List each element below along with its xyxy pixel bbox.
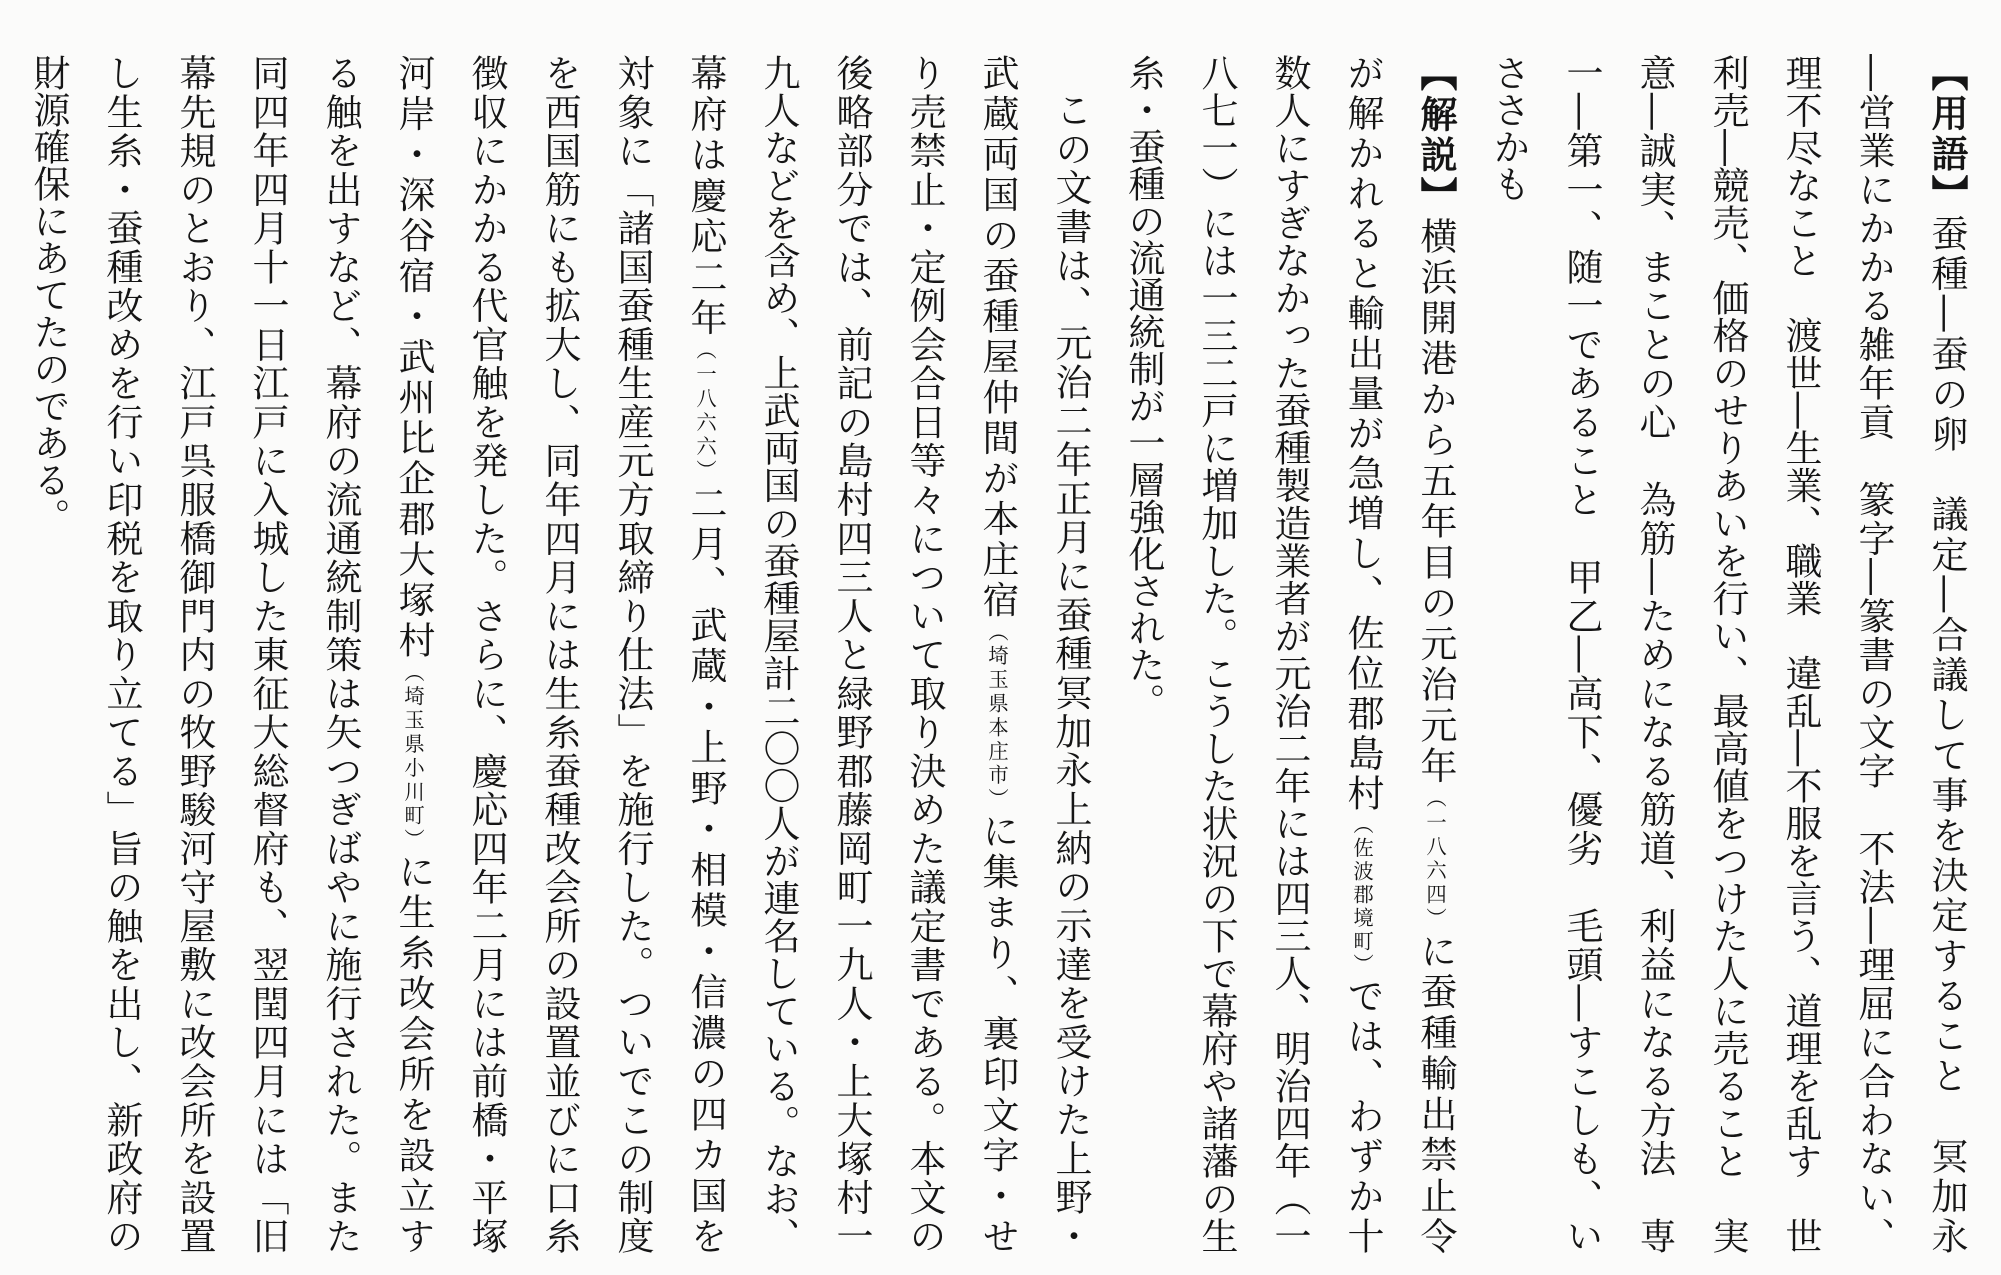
commentary-note: （埼玉県小川町） <box>401 661 425 853</box>
commentary-text: この文書は、元治二年正月に蚕種冥加永上納の示達を受けた上野・ <box>1049 91 1092 1254</box>
glossary-text: 利売―競売、価格のせりあいを行い、最高値をつけた人に売ること 実 <box>1706 54 1749 1254</box>
commentary-text: では、わずか十 <box>1341 977 1384 1255</box>
commentary-line <box>1180 54 1253 1254</box>
document-page <box>12 54 1983 1254</box>
commentary-line <box>1326 54 1399 1254</box>
commentary-text: 後略部分では、前記の島村四三人と緑野郡藤岡町一九人・上大塚村一 <box>830 54 873 1254</box>
commentary-text: 同四年四月十一日江戸に入城した東征大総督府も、翌閏四月には「旧 <box>246 54 289 1254</box>
commentary-text: 幕先規のとおり、江戸呉服橋御門内の牧野駿河守屋敷に改会所を設置 <box>173 54 216 1254</box>
commentary-text: が解かれると輸出量が急増し、佐位郡島村 <box>1341 54 1384 814</box>
glossary-text: 意―誠実、まことの心 為筋―ためになる筋道、利益になる方法 専 <box>1633 54 1676 1254</box>
commentary-text: に生糸改会所を設立す <box>392 852 435 1255</box>
commentary-line <box>1034 54 1107 1254</box>
glossary-line <box>1837 54 1910 1254</box>
commentary-text: 対象に「諸国蚕種生産元方取締り仕法」を施行した。ついでこの制度 <box>611 54 654 1254</box>
commentary-paragraph <box>1107 54 1472 1254</box>
commentary-text: に蚕種輸出禁止令 <box>1414 931 1457 1255</box>
glossary-text: ―営業にかかる雑年貢 篆字―篆書の文字 不法―理屈に合わない、 <box>1852 54 1895 1254</box>
glossary-text: 理不尽なこと 渡世―生業、職業 違乱―不服を言う、道理を乱す 世 <box>1779 54 1822 1254</box>
glossary-line <box>1472 54 1545 1254</box>
commentary-text: 糸・蚕種の流通統制が一層強化された。 <box>1122 54 1165 720</box>
commentary-line <box>815 54 888 1254</box>
commentary-line <box>450 54 523 1254</box>
commentary-line <box>961 54 1034 1254</box>
commentary-line <box>523 54 596 1254</box>
commentary-text: 横浜開港から五年目の元治元年 <box>1414 216 1457 788</box>
commentary-text: 幕府は慶応二年 <box>684 54 727 340</box>
commentary-line <box>304 54 377 1254</box>
commentary-text: 二月、武蔵・上野・相模・信濃の四カ国を <box>684 483 727 1254</box>
commentary-line <box>888 54 961 1254</box>
commentary-text: 河岸・深谷宿・武州比企郡大塚村 <box>392 54 435 662</box>
commentary-line <box>742 54 815 1254</box>
glossary-line <box>1910 54 1983 1254</box>
commentary-text: り売禁止・定例会合日等々について取り決めた議定書である。本文の <box>903 54 946 1254</box>
commentary-line <box>1253 54 1326 1254</box>
commentary-text: 数人にすぎなかった蚕種製造業者が元治二年には四三人、明治四年（一 <box>1268 54 1311 1254</box>
commentary-text: る触を出すなど、幕府の流通統制策は矢つぎばやに施行された。また <box>319 54 362 1254</box>
commentary-line <box>596 54 669 1254</box>
commentary-text: 財源確保にあてたのである。 <box>27 54 70 535</box>
commentary-note: （佐波郡境町） <box>1350 813 1374 978</box>
glossary-text: 蚕種―蚕の卵 議定―合議して事を決定すること 冥加永 <box>1925 214 1968 1255</box>
commentary-note: （一八六四） <box>1423 787 1447 932</box>
commentary-text: し生糸・蚕種改めを行い印税を取り立てる」旨の触を出し、新政府の <box>100 54 143 1254</box>
commentary-paragraph <box>12 54 1107 1254</box>
commentary-text: 八七一）には一三二戸に増加した。こうした状況の下で幕府や諸藩の生 <box>1195 54 1238 1254</box>
commentary-text: 武蔵両国の蚕種屋仲間が本庄宿 <box>976 54 1019 622</box>
commentary-line <box>1107 54 1180 1254</box>
glossary-line <box>1618 54 1691 1254</box>
glossary-line <box>1545 54 1618 1254</box>
commentary-line <box>85 54 158 1254</box>
commentary-section <box>12 54 1472 1254</box>
commentary-line <box>377 54 450 1254</box>
glossary-line <box>1691 54 1764 1254</box>
commentary-line <box>12 54 85 1254</box>
commentary-note: （埼玉県本庄市） <box>985 621 1009 812</box>
commentary-text: 九人などを含め、上武両国の蚕種屋計二〇〇人が連名している。なお、 <box>757 54 800 1254</box>
glossary-heading: 【用語】 <box>1925 54 1968 215</box>
commentary-line <box>158 54 231 1254</box>
commentary-text: に集まり、裏印文字・せ <box>976 811 1019 1255</box>
glossary-text: ささかも <box>1487 54 1530 202</box>
commentary-heading: 【解説】 <box>1414 54 1457 217</box>
commentary-note: （一八六六） <box>693 339 717 484</box>
glossary-text: 一―第一、随一であること 甲乙―高下、優劣 毛頭―すこしも、い <box>1560 54 1603 1254</box>
glossary-section <box>1472 54 1983 1254</box>
commentary-text: を西国筋にも拡大し、同年四月には生糸蚕種改会所の設置並びに口糸 <box>538 54 581 1254</box>
commentary-line <box>231 54 304 1254</box>
commentary-line <box>669 54 742 1254</box>
commentary-line <box>1399 54 1472 1254</box>
commentary-text: 徴収にかかる代官触を発した。さらに、慶応四年二月には前橋・平塚 <box>465 54 508 1254</box>
glossary-line <box>1764 54 1837 1254</box>
